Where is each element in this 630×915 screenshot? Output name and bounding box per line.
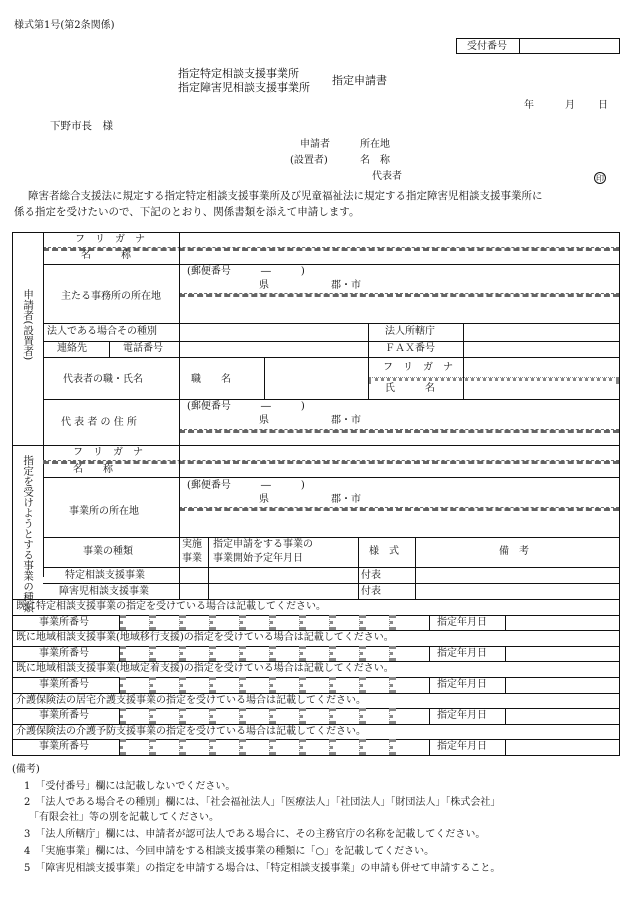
date-year: 年 — [524, 100, 534, 111]
rep-furigana-label: フ リ ガ ナ — [383, 362, 453, 373]
history-question-1: 既に特定相談支援事業の指定を受けている場合は記載してください。 — [16, 601, 326, 612]
application-table — [12, 232, 620, 756]
applicant-rep-label: 代表者 — [372, 171, 402, 182]
start-date-header-2: 事業開始予定年月日 — [213, 553, 303, 564]
biz-office-label: 事業所の所在地 — [69, 506, 139, 517]
main-office-city: 郡・市 — [331, 280, 361, 291]
history-office-number-label-3: 事業所番号 — [39, 679, 89, 690]
form-number: 様式第1号(第2条関係) — [14, 20, 115, 31]
corp-office-label: 法人所轄庁 — [385, 326, 435, 337]
seal-mark: 印 — [596, 174, 604, 183]
applicant-sublabel: (設置者) — [290, 155, 328, 166]
applicant-address-label: 所在地 — [360, 139, 390, 150]
section-applicant-label: 申請者(設置者) — [22, 289, 35, 361]
receipt-number-box — [456, 38, 620, 54]
furigana-label: フ リ ガ ナ — [75, 234, 145, 245]
main-office-label: 主たる事務所の所在地 — [61, 291, 161, 302]
rep-address-postal: (郵便番号 ― ) — [187, 401, 305, 412]
history-office-number-label-4: 事業所番号 — [39, 710, 89, 722]
biz-office-city: 郡・市 — [331, 494, 361, 505]
intro-line-1: 障害者総合支援法に規定する指定特定相談支援事業所及び児童福祉法に規定する指定障害児相談支援事業所に — [28, 190, 543, 202]
fax-label: ＦＡＸ番号 — [385, 343, 435, 354]
service-1-label: 特定相談支援事業 — [65, 570, 145, 581]
date-month: 月 — [565, 100, 575, 111]
biz-name-label: 名 称 — [73, 464, 113, 475]
note-1: 1 「受付番号」欄には記載しないでください。 — [24, 781, 236, 792]
service-2-format: 付表 — [361, 586, 381, 597]
applicant-label: 申請者 — [300, 139, 330, 150]
biz-office-postal: (郵便番号 ― ) — [187, 480, 305, 491]
start-date-header-1: 指定申請をする事業の — [213, 539, 313, 550]
biz-furigana-label: フ リ ガ ナ — [73, 447, 143, 458]
note-4: 4 「実施事業」欄には、今回申請をする相談支援事業の種類に「○」を記載してください。 — [24, 846, 435, 857]
applicant-name-label: 名 称 — [360, 155, 390, 166]
title-line-2: 指定障害児相談支援事業所 — [178, 81, 310, 94]
corp-type-label: 法人である場合その種別 — [47, 326, 157, 337]
history-question-5: 介護保険法の介護予防支援事業の指定を受けている場合は記載してください。 — [16, 725, 366, 737]
name-label: 名 称 — [81, 250, 131, 261]
notes-title: (備考) — [12, 764, 40, 775]
note-3: 3 「法人所轄庁」欄には、申請者が認可法人である場合に、その主務官庁の名称を記載してください。 — [24, 829, 486, 840]
history-office-number-label-2: 事業所番号 — [39, 647, 89, 659]
contact-label: 連絡先 — [57, 343, 87, 354]
phone-label: 電話番号 — [123, 343, 163, 354]
service-2-label: 障害児相談支援事業 — [59, 586, 149, 597]
section-business-type-label: 指定を受けようとする事業の種類 — [22, 455, 35, 613]
position-label: 職 名 — [191, 374, 231, 385]
history-designation-date-label-5: 指定年月日 — [437, 741, 487, 753]
history-question-2: 既に地域相談支援事業(地域移行支援)の指定を受けている場合は記載してください。 — [16, 632, 394, 644]
title-line-1: 指定特定相談支援事業所 — [178, 67, 299, 80]
history-designation-date-label-1: 指定年月日 — [437, 616, 487, 628]
implement-header-1: 実施 — [182, 539, 202, 550]
rep-address-city: 郡・市 — [331, 415, 361, 426]
format-header: 様 式 — [369, 546, 399, 557]
rep-address-prefecture: 県 — [259, 415, 269, 426]
title-suffix: 指定申請書 — [332, 74, 387, 87]
receipt-number-label: 受付番号 — [467, 41, 507, 52]
history-office-number-label-5: 事業所番号 — [39, 741, 89, 753]
history-designation-date-label-2: 指定年月日 — [437, 647, 487, 659]
rep-address-label: 代 表 者 の 住 所 — [61, 417, 137, 428]
history-question-4: 介護保険法の居宅介護支援事業の指定を受けている場合は記載してください。 — [16, 694, 366, 706]
main-office-prefecture: 県 — [259, 280, 269, 291]
addressee: 下野市長 様 — [50, 120, 113, 132]
date-day: 日 — [598, 100, 608, 111]
main-office-postal: (郵便番号 ― ) — [187, 266, 305, 277]
rep-name-title-label: 代表者の職・氏名 — [63, 374, 143, 385]
history-designation-date-label-4: 指定年月日 — [437, 710, 487, 722]
implement-header-2: 事業 — [182, 553, 202, 564]
remarks-header: 備 考 — [499, 546, 529, 557]
note-5: 5 「障害児相談支援事業」の指定を申請する場合は、「特定相談支援事業」の申請も併せて申請すること。 — [24, 863, 501, 874]
biz-type-header: 事業の種類 — [83, 546, 133, 557]
note-2-cont: 「有限会社」等の別を記載してください。 — [24, 812, 219, 823]
history-designation-date-label-3: 指定年月日 — [437, 679, 487, 690]
full-name-label: 氏 名 — [385, 383, 435, 394]
biz-office-prefecture: 県 — [259, 494, 269, 505]
history-question-3: 既に地域相談支援事業(地域定着支援)の指定を受けている場合は記載してください。 — [16, 663, 394, 675]
history-office-number-label-1: 事業所番号 — [39, 616, 89, 628]
intro-line-2: 係る指定を受けたいので、下記のとおり、関係書類を添えて申請します。 — [14, 206, 360, 218]
note-2: 2 「法人である場合その種別」欄には、「社会福祉法人」「医療法人」「社団法人」「財団法人」「株式会社」 — [24, 797, 501, 808]
service-1-format: 付表 — [361, 570, 381, 581]
